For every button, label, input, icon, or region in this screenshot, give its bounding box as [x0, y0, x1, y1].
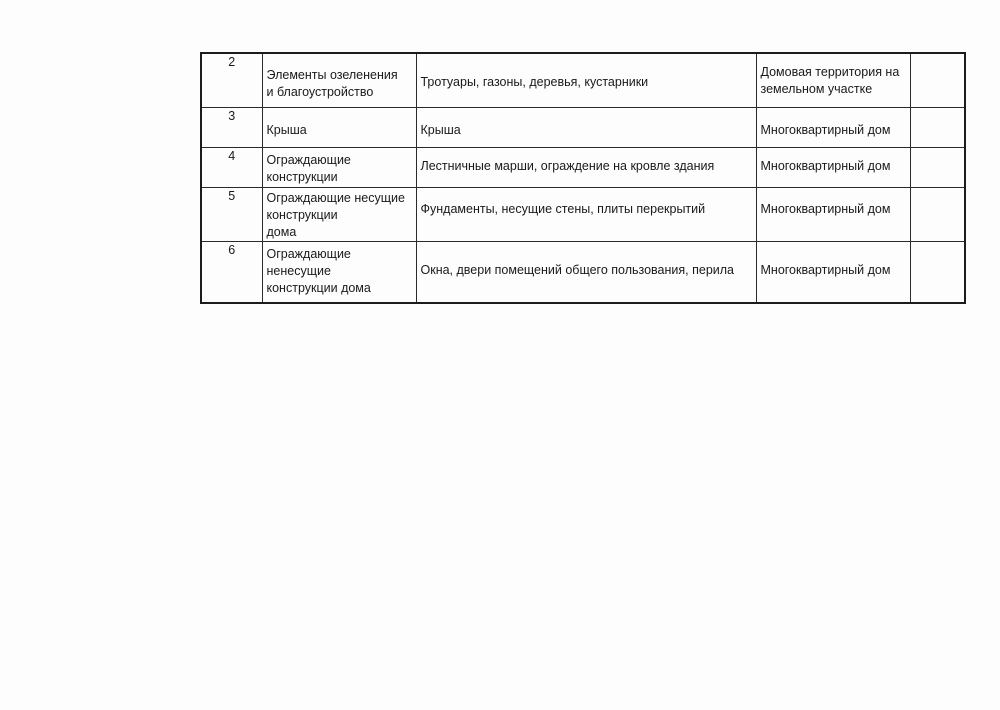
- row-number: 5: [201, 187, 262, 241]
- row-number: 3: [201, 107, 262, 147]
- empty-cell: [910, 107, 965, 147]
- row-number: 4: [201, 147, 262, 187]
- element-name-cell: Ограждающие несущие конструкции дома: [262, 187, 416, 241]
- table-row: [201, 107, 965, 147]
- location-cell: Многоквартирный дом: [756, 241, 910, 303]
- element-name-cell: Элементы озеленения и благоустройство: [262, 53, 416, 107]
- location-cell: Домовая территория на земельном участке: [756, 53, 910, 107]
- property-elements-table: [200, 52, 966, 304]
- table-row: [201, 53, 965, 107]
- row-number: 6: [201, 241, 262, 303]
- components-cell: Окна, двери помещений общего пользования, перила: [416, 241, 756, 303]
- components-cell: Крыша: [416, 107, 756, 147]
- empty-cell: [910, 187, 965, 241]
- location-cell: Многоквартирный дом: [756, 147, 910, 187]
- empty-cell: [910, 53, 965, 107]
- location-cell: Многоквартирный дом: [756, 107, 910, 147]
- element-name-cell: Ограждающие ненесущие конструкции дома: [262, 241, 416, 303]
- table-row: [201, 241, 965, 303]
- table-row: [201, 147, 965, 187]
- element-name-cell: Ограждающие конструкции: [262, 147, 416, 187]
- table-row: [201, 187, 965, 241]
- components-cell: Тротуары, газоны, деревья, кустарники: [416, 53, 756, 107]
- location-cell: Многоквартирный дом: [756, 187, 910, 241]
- element-name-cell: Крыша: [262, 107, 416, 147]
- components-cell: Фундаменты, несущие стены, плиты перекрытий: [416, 187, 756, 241]
- components-cell: Лестничные марши, ограждение на кровле здания: [416, 147, 756, 187]
- row-number: 2: [201, 53, 262, 107]
- empty-cell: [910, 147, 965, 187]
- empty-cell: [910, 241, 965, 303]
